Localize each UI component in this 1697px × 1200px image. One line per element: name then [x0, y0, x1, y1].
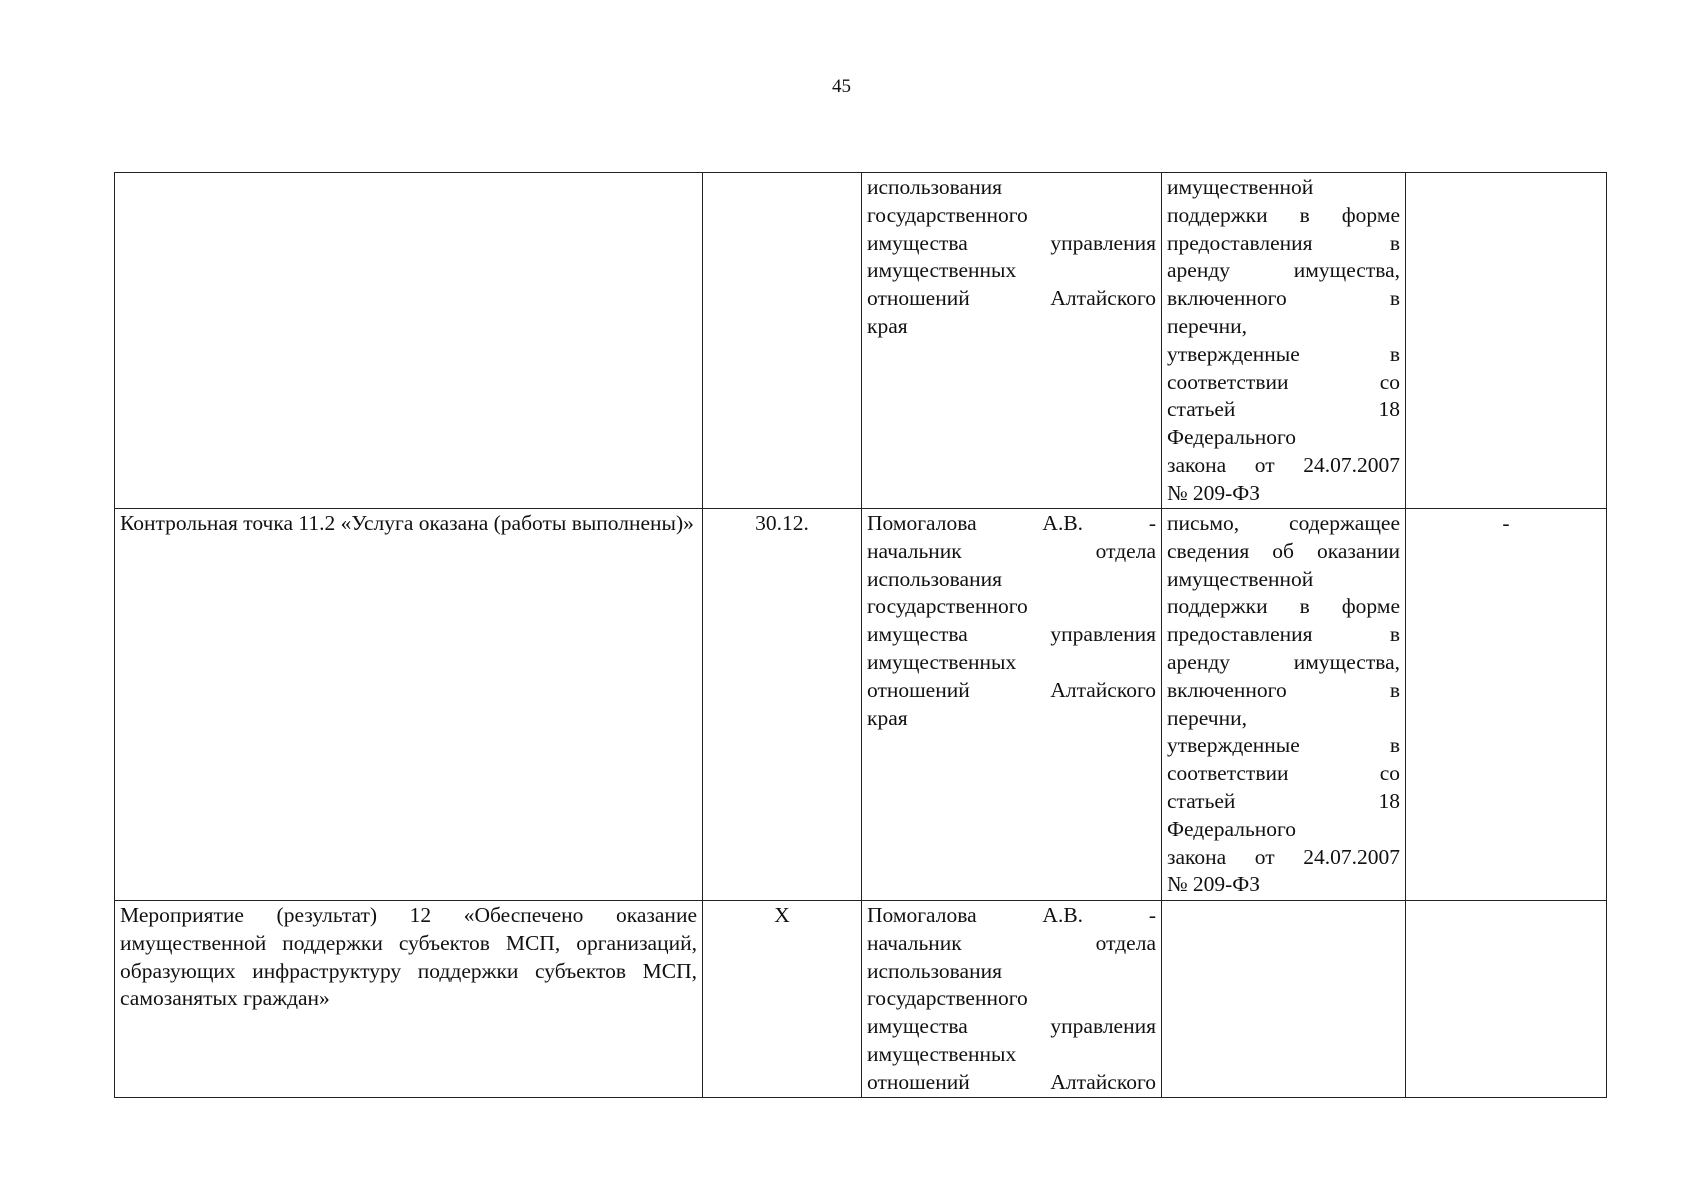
- cell-text-line: включенного в: [1167, 286, 1400, 311]
- cell-text-line: Помогалова А.В. -: [867, 511, 1156, 535]
- info-system-cell: [1406, 173, 1607, 509]
- cell-text-line: аренду имущества,: [1167, 258, 1400, 283]
- responsible-cell: [862, 509, 1162, 901]
- cell-text-line: имущества управления: [867, 1014, 1156, 1039]
- cell-text-line: поддержки в форме: [1167, 594, 1400, 619]
- cell-text-line: отношений Алтайского: [867, 677, 1156, 702]
- cell-text-line: аренду имущества,: [1167, 649, 1400, 674]
- deadline-cell: 30.12.: [703, 509, 862, 901]
- responsible-cell: [862, 173, 1162, 509]
- event-name-cell: [115, 173, 703, 509]
- cell-text-line: предоставления в: [1167, 230, 1400, 255]
- cell-text-line: включенного в: [1167, 677, 1400, 702]
- cell-text-line: Федерального: [1167, 816, 1297, 841]
- deadline-cell: Х: [703, 901, 862, 1098]
- cell-text-line: имущественных: [867, 1041, 1017, 1066]
- table-row: [115, 173, 1607, 509]
- cell-text-line: имущества управления: [867, 230, 1156, 255]
- info-system-cell: [1406, 901, 1607, 1098]
- cell-text-line: использования: [867, 175, 1002, 199]
- page-number: 45: [832, 76, 851, 97]
- cell-text-line: имущественных: [867, 258, 1017, 283]
- cell-text-line: государственного: [867, 986, 1028, 1011]
- cell-text-line: имущественной: [1167, 566, 1314, 591]
- cell-text-line: перечни,: [1167, 313, 1248, 338]
- deadline-cell: [703, 173, 862, 509]
- cell-text-line: начальник отдела: [867, 930, 1156, 955]
- cell-text-line: использования: [867, 566, 1002, 591]
- document-cell: [1162, 509, 1406, 901]
- cell-text-line: края: [867, 705, 908, 730]
- cell-text-line: статьей 18: [1167, 788, 1400, 813]
- cell-text-line: соответствии со: [1167, 369, 1400, 394]
- cell-text-line: отношений Алтайского: [867, 286, 1156, 311]
- cell-text-line: Федерального: [1167, 425, 1297, 450]
- cell-text-line: государственного: [867, 202, 1028, 227]
- control-points-table: [114, 172, 1607, 1098]
- cell-text-line: сведения об оказании: [1167, 538, 1400, 563]
- cell-text-line: закона от 24.07.2007: [1167, 844, 1400, 869]
- document-cell: [1162, 173, 1406, 509]
- cell-text-line: края: [867, 313, 908, 338]
- cell-text-line: утвержденные в: [1167, 341, 1400, 366]
- cell-text-line: отношений Алтайского: [867, 1069, 1156, 1094]
- document-cell: [1162, 901, 1406, 1098]
- event-name-cell: Мероприятие (результат) 12 «Обеспечено оказание имущественной поддержки субъектов МСП, организаций, образующих инфраструктуру поддержки субъектов МСП, самозанятых граждан»: [115, 901, 703, 1098]
- cell-text-line: соответствии со: [1167, 761, 1400, 786]
- responsible-cell: [862, 901, 1162, 1098]
- event-name-cell: Контрольная точка 11.2 «Услуга оказана (работы выполнены)»: [115, 509, 703, 901]
- info-system-cell: -: [1406, 509, 1607, 901]
- cell-text-line: имущественных: [867, 649, 1017, 674]
- cell-text-line: имущественной: [1167, 175, 1314, 199]
- cell-text-line: статьей 18: [1167, 397, 1400, 422]
- cell-text-line: № 209-ФЗ: [1167, 872, 1261, 897]
- cell-text-line: закона от 24.07.2007: [1167, 452, 1400, 477]
- cell-text-line: письмо, содержащее: [1167, 511, 1400, 535]
- cell-text-line: поддержки в форме: [1167, 202, 1400, 227]
- cell-text-line: государственного: [867, 594, 1028, 619]
- cell-text-line: № 209-ФЗ: [1167, 480, 1261, 505]
- table-row: [115, 509, 1607, 901]
- cell-text-line: начальник отдела: [867, 538, 1156, 563]
- cell-text-line: Помогалова А.В. -: [867, 903, 1156, 927]
- cell-text-line: имущества управления: [867, 622, 1156, 647]
- table-row: [115, 901, 1607, 1098]
- cell-text-line: перечни,: [1167, 705, 1248, 730]
- cell-text-line: использования: [867, 958, 1002, 983]
- cell-text-line: предоставления в: [1167, 622, 1400, 647]
- cell-text-line: утвержденные в: [1167, 733, 1400, 758]
